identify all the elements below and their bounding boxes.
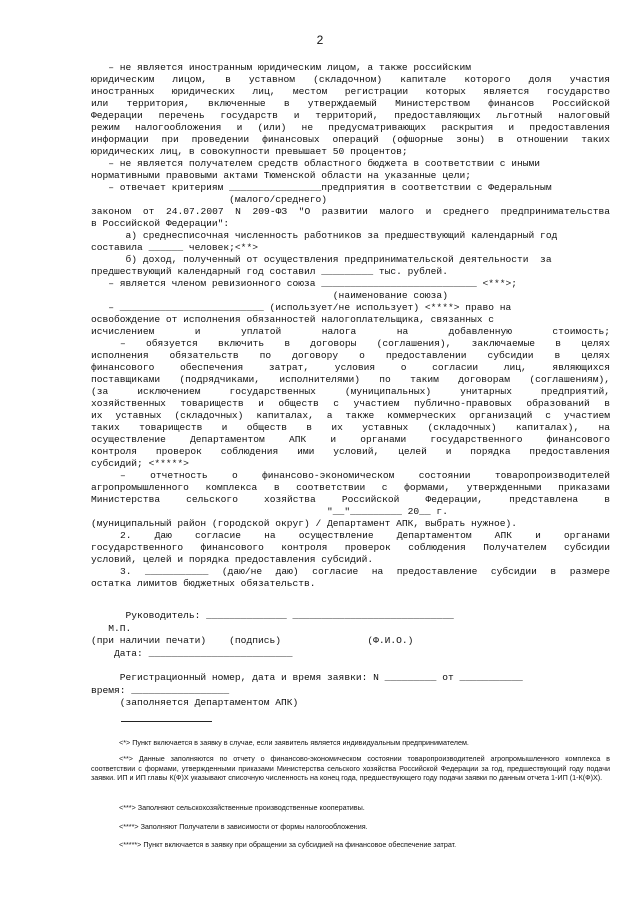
body-line: контроля проверок соблюдения ими условий, целей и порядка предоставления xyxy=(91,446,610,457)
body-line: в Российской Федерации": xyxy=(91,218,230,229)
signature-line: М.П. xyxy=(91,623,132,634)
body-line: а) среднесписочная численность работников за предшествующий календарный год xyxy=(91,230,558,241)
body-line: условий, целей и порядка предоставления субсидий. xyxy=(91,554,374,565)
body-line: информации при проведении финансовых операций (офшорные зоны) в отношении таких xyxy=(91,134,610,145)
footnote: <**> Данные заполняются по отчету о финансово-экономическом состоянии товаропроизводителей агропромышленного комплекса в соответствии с формами, утвержденными приказами Министерства сельского хозяйства Российской Федерации за год, предшествующий году подачи заявки. ИП и ИП главы К(Ф)Х указывают списочную численность на конец года, предшествующего году подачи заявки по данным отчета 1-ИП (1-К(Ф)Х). xyxy=(91,754,610,783)
body-line: составила ______ человек;<**> xyxy=(91,242,258,253)
page-number: 2 xyxy=(316,33,324,47)
body-line: (малого/среднего) xyxy=(91,194,328,205)
body-line: осуществление Департаментом АПК и органами государственного финансового xyxy=(91,434,610,445)
body-line: – обязуется включить в договоры (соглашения), заключаемые в целях xyxy=(120,338,610,349)
body-line: – является членом ревизионного союза ___________________________ <***>; xyxy=(91,278,518,289)
signature-line: (при наличии печати) (подпись) (Ф.И.О.) xyxy=(91,635,414,646)
body-line: 2. Даю согласие на осуществление Департаментом АПК и органами xyxy=(120,530,610,541)
body-line: исполнения обязательств по договору о предоставлении субсидии в целях xyxy=(91,350,610,361)
body-line: – не является иностранным юридическим лицом, а также российским xyxy=(91,62,471,73)
body-line: – отчетность о финансово-экономическом состоянии товаропроизводителей xyxy=(120,470,610,481)
body-line: юридических лиц, в совокупности превышает 50 процентов; xyxy=(91,146,408,157)
footnote: <*****> Пункт включается в заявку при обращении за субсидией на финансовое обеспечение затрат. xyxy=(119,840,457,849)
body-line: 3. ___________ (даю/не даю) согласие на предоставление субсидии в размере xyxy=(120,566,610,577)
body-line: (за исключением государственных (муниципальных) унитарных предприятий, xyxy=(91,386,610,397)
body-line: "__"_________ 20__ г. xyxy=(91,506,448,517)
body-line: юридическим лицом, в уставном (складочном) капитале которого доля участия xyxy=(91,74,610,85)
body-line: финансового обеспечения затрат, условия о согласии лиц, являющихся xyxy=(91,362,610,373)
body-line: исчислением и уплатой налога на добавленную стоимость; xyxy=(91,326,610,337)
body-line: б) доход, полученный от осуществления предпринимательской деятельности за xyxy=(91,254,552,265)
body-line: – отвечает критериям ________________предприятия в соответствии с Федеральным xyxy=(91,182,552,193)
body-line: государственного финансового контроля проверок соблюдения Получателем субсидии xyxy=(91,542,610,553)
body-line: предшествующий календарный год составил _________ тыс. рублей. xyxy=(91,266,448,277)
registration-line: (заполняется Департаментом АПК) xyxy=(91,697,299,708)
body-line: – _________________________ (использует/не использует) <****> право на xyxy=(91,302,512,313)
body-line: агропромышленного комплекса в соответствии с формами, утвержденными приказами xyxy=(91,482,610,493)
body-line: (наименование союза) xyxy=(91,290,448,301)
body-line: Федерации перечень государств и территорий, предоставляющих льготный налоговый xyxy=(91,110,610,121)
body-line: иностранных юридических лиц, местом регистрации которых является государство xyxy=(91,86,610,97)
footnote-separator xyxy=(121,721,212,722)
body-line: субсидий; <*****> xyxy=(91,458,189,469)
body-line: нормативными правовыми актами Тюменской области на указанные цели; xyxy=(91,170,471,181)
signature-line: Дата: _________________________ xyxy=(91,648,293,659)
registration-line: Регистрационный номер, дата и время заявки: N _________ от ___________ xyxy=(91,672,523,683)
body-line: хозяйственных товариществ и обществ с участием публично-правовых образований в xyxy=(91,398,610,409)
body-line: или территория, включенные в утверждаемый Министерством финансов Российской xyxy=(91,98,610,109)
body-line: (муниципальный район (городской округ) / Департамент АПК, выбрать нужное). xyxy=(91,518,518,529)
signature-line: Руководитель: ______________ ____________________________ xyxy=(91,610,454,621)
body-line: Министерства сельского хозяйства Российской Федерации, представлена в xyxy=(91,494,610,505)
body-line: – не является получателем средств областного бюджета в соответствии с иными xyxy=(91,158,541,169)
body-line: остатка лимитов бюджетных обязательств. xyxy=(91,578,316,589)
body-line: их уставных (складочных) капиталах, а также коммерческих организаций с участием xyxy=(91,410,610,421)
body-line: режим налогообложения и (или) не предусматривающих раскрытия и предоставления xyxy=(91,122,610,133)
footnote: <****> Заполняют Получатели в зависимости от формы налогообложения. xyxy=(119,822,368,831)
footnote: <*> Пункт включается в заявку в случае, если заявитель является индивидуальным предпринимателем. xyxy=(119,738,469,747)
footnote: <***> Заполняют сельскохозяйственные производственные кооперативы. xyxy=(119,803,365,812)
body-line: таких товариществ и обществ в их уставных (складочных) капиталах), на xyxy=(91,422,610,433)
body-line: законом от 24.07.2007 N 209-ФЗ "О развитии малого и среднего предпринимательства xyxy=(91,206,610,217)
body-line: освобождение от исполнения обязанностей налогоплательщика, связанных с xyxy=(91,314,495,325)
body-line: поставщиками (подрядчиками, исполнителями) по таким договорам (соглашениям), xyxy=(91,374,610,385)
registration-line: время: _________________ xyxy=(91,685,230,696)
